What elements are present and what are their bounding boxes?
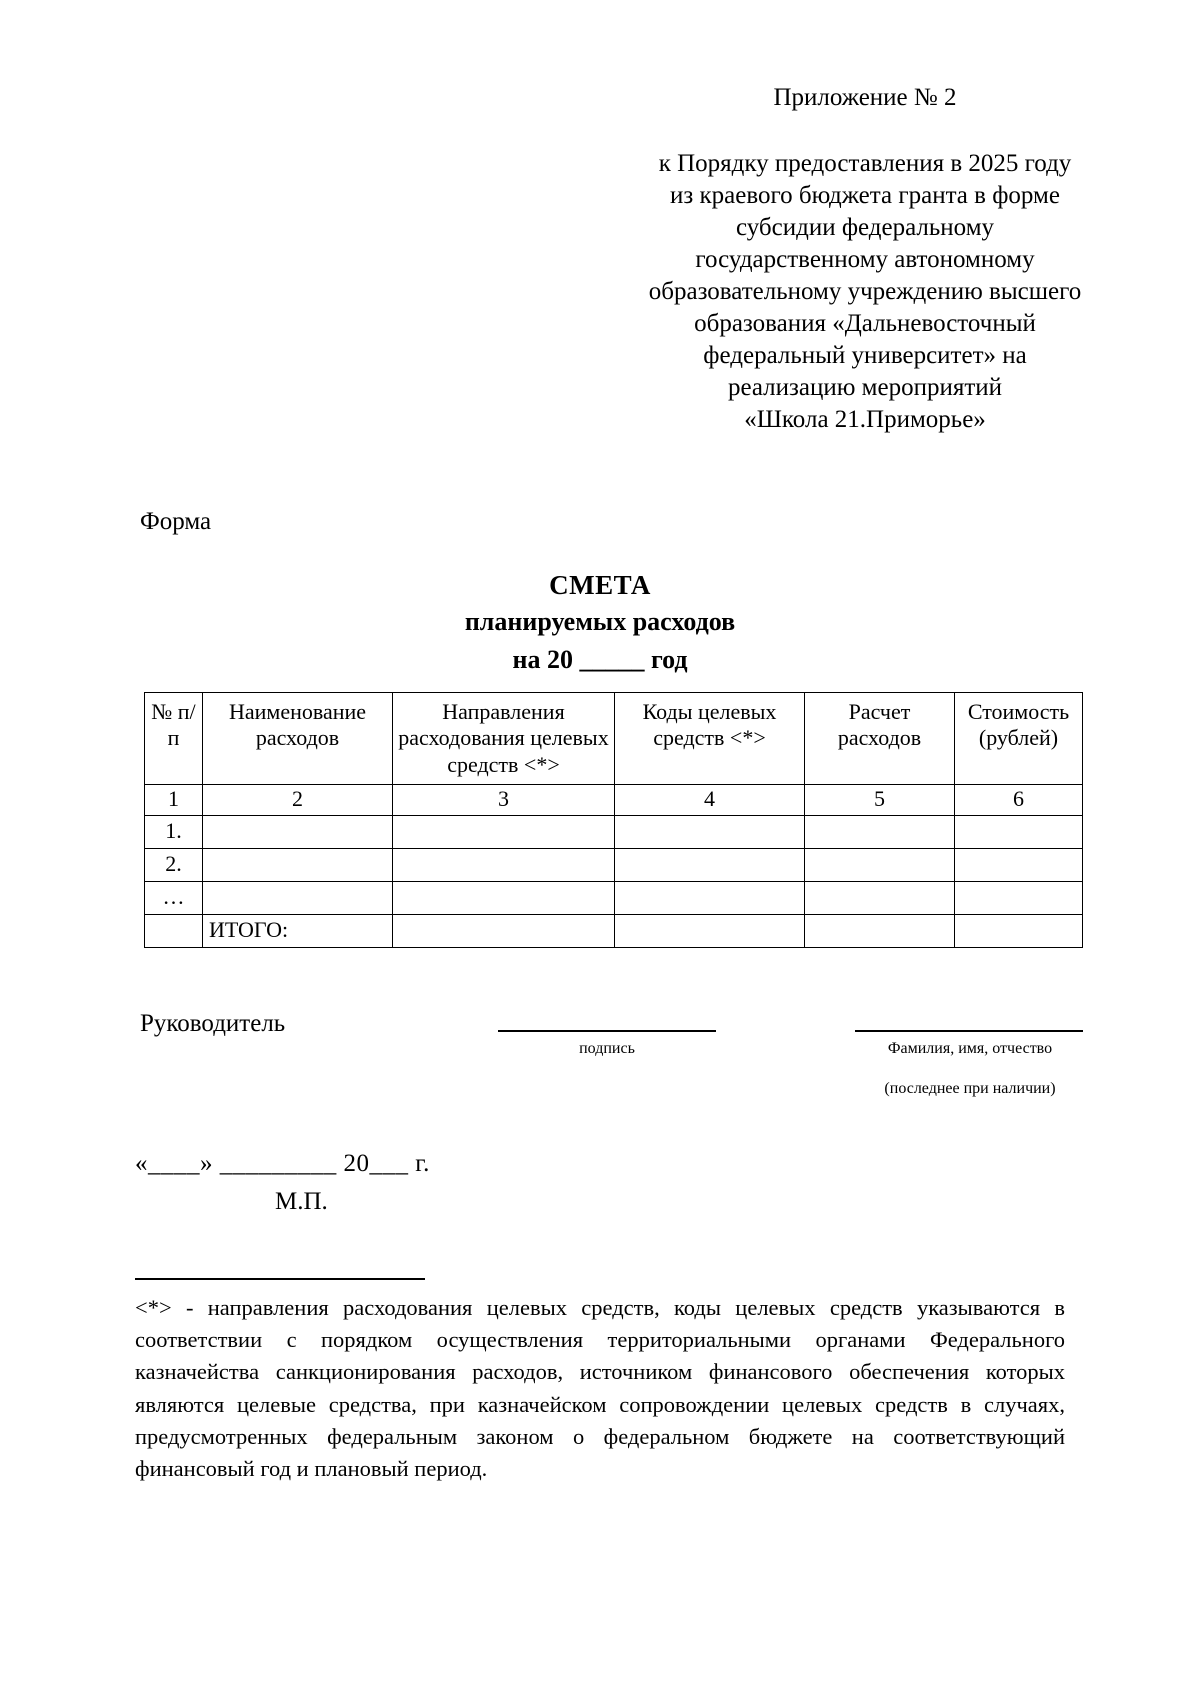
signature-line[interactable] xyxy=(498,1030,716,1032)
column-number: 3 xyxy=(393,785,615,816)
appendix-reference-line: субсидии федеральному xyxy=(735,214,995,241)
table-header-cell-name: Наименование расходов xyxy=(203,693,393,785)
row-index xyxy=(145,915,203,948)
column-number: 4 xyxy=(615,785,805,816)
total-cell-cost[interactable] xyxy=(955,915,1083,948)
title-sub: планируемых расходов xyxy=(464,607,736,636)
appendix-reference xyxy=(620,148,1110,436)
table-row xyxy=(145,849,1083,882)
footnote-text: <*> - направления расходования целевых средств, коды целевых средств указываются в соответствии с порядком осуществления территориальными органами Федерального казначейства санкционирования расходов, источником финансового обеспечения которых являются целевые средства, при казначейском сопровождении целевых средств в случаях, предусмотренных федеральным законом о федеральном бюджете на соответствующий финансовый год и плановый период. xyxy=(135,1295,1065,1481)
table-total-row xyxy=(145,915,1083,948)
fullname-line[interactable] xyxy=(855,1030,1083,1032)
table-header-cell-codes: Коды целевых средств <*> xyxy=(615,693,805,785)
row-cell-directions[interactable] xyxy=(393,816,615,849)
page-title xyxy=(0,570,1200,675)
table-row xyxy=(145,882,1083,915)
appendix-reference-line: «Школа 21.Приморье» xyxy=(744,406,986,433)
total-cell-directions[interactable] xyxy=(393,915,615,948)
row-index: 1. xyxy=(145,816,203,849)
total-cell-codes[interactable] xyxy=(615,915,805,948)
signature-role-label: Руководитель xyxy=(140,1010,286,1037)
total-label: ИТОГО: xyxy=(203,915,393,948)
row-cell-directions[interactable] xyxy=(393,882,615,915)
table-header xyxy=(145,693,1083,816)
column-number: 6 xyxy=(955,785,1083,816)
appendix-reference-line: федеральный университет» на xyxy=(703,342,1027,369)
table-row xyxy=(145,816,1083,849)
table-body xyxy=(145,816,1083,948)
row-index: … xyxy=(145,882,203,915)
table-header-cell-directions: Направления расходования целевых средств <*> xyxy=(393,693,615,785)
row-cell-cost[interactable] xyxy=(955,882,1083,915)
appendix-reference-line: реализацию мероприятий xyxy=(727,374,1003,401)
row-cell-calculation[interactable] xyxy=(805,882,955,915)
estimate-table xyxy=(144,692,1083,948)
table-header-cell-index: № п/п xyxy=(145,693,203,785)
appendix-reference-line: к Порядку предоставления в 2025 году xyxy=(658,150,1072,177)
appendix-number: Приложение № 2 xyxy=(773,84,957,111)
row-cell-calculation[interactable] xyxy=(805,816,955,849)
column-number: 5 xyxy=(805,785,955,816)
row-cell-codes[interactable] xyxy=(615,882,805,915)
row-cell-calculation[interactable] xyxy=(805,849,955,882)
appendix-reference-line: образовательному учреждению высшего xyxy=(648,278,1082,305)
appendix-reference-line: государственному автономному xyxy=(695,246,1035,273)
row-cell-codes[interactable] xyxy=(615,849,805,882)
table-header-cell-calculation: Расчет расходов xyxy=(805,693,955,785)
row-cell-name[interactable] xyxy=(203,816,393,849)
row-cell-cost[interactable] xyxy=(955,849,1083,882)
column-number: 1 xyxy=(145,785,203,816)
fullname-caption-note: (последнее при наличии) xyxy=(884,1080,1056,1097)
total-cell-calculation[interactable] xyxy=(805,915,955,948)
stamp-label: М.П. xyxy=(275,1188,328,1215)
appendix-reference-line: из краевого бюджета гранта в форме xyxy=(670,182,1060,209)
title-year: на 20 _____ год xyxy=(512,645,688,674)
table-column-number-row xyxy=(145,785,1083,816)
form-label: Форма xyxy=(140,508,212,535)
appendix-reference-line: образования «Дальневосточный xyxy=(694,310,1036,337)
row-cell-cost[interactable] xyxy=(955,816,1083,849)
row-cell-directions[interactable] xyxy=(393,849,615,882)
date-field[interactable]: «____» _________ 20___ г. xyxy=(135,1150,430,1177)
footnote-divider xyxy=(135,1278,425,1280)
appendix-header xyxy=(620,82,1110,436)
title-main: СМЕТА xyxy=(549,570,651,600)
table-header-row xyxy=(145,693,1083,785)
table-header-cell-cost: Стоимость (рублей) xyxy=(955,693,1083,785)
fullname-caption: Фамилия, имя, отчество xyxy=(887,1040,1053,1057)
row-cell-codes[interactable] xyxy=(615,816,805,849)
column-number: 2 xyxy=(203,785,393,816)
row-index: 2. xyxy=(145,849,203,882)
row-cell-name[interactable] xyxy=(203,882,393,915)
row-cell-name[interactable] xyxy=(203,849,393,882)
signature-caption: подпись xyxy=(579,1040,635,1057)
